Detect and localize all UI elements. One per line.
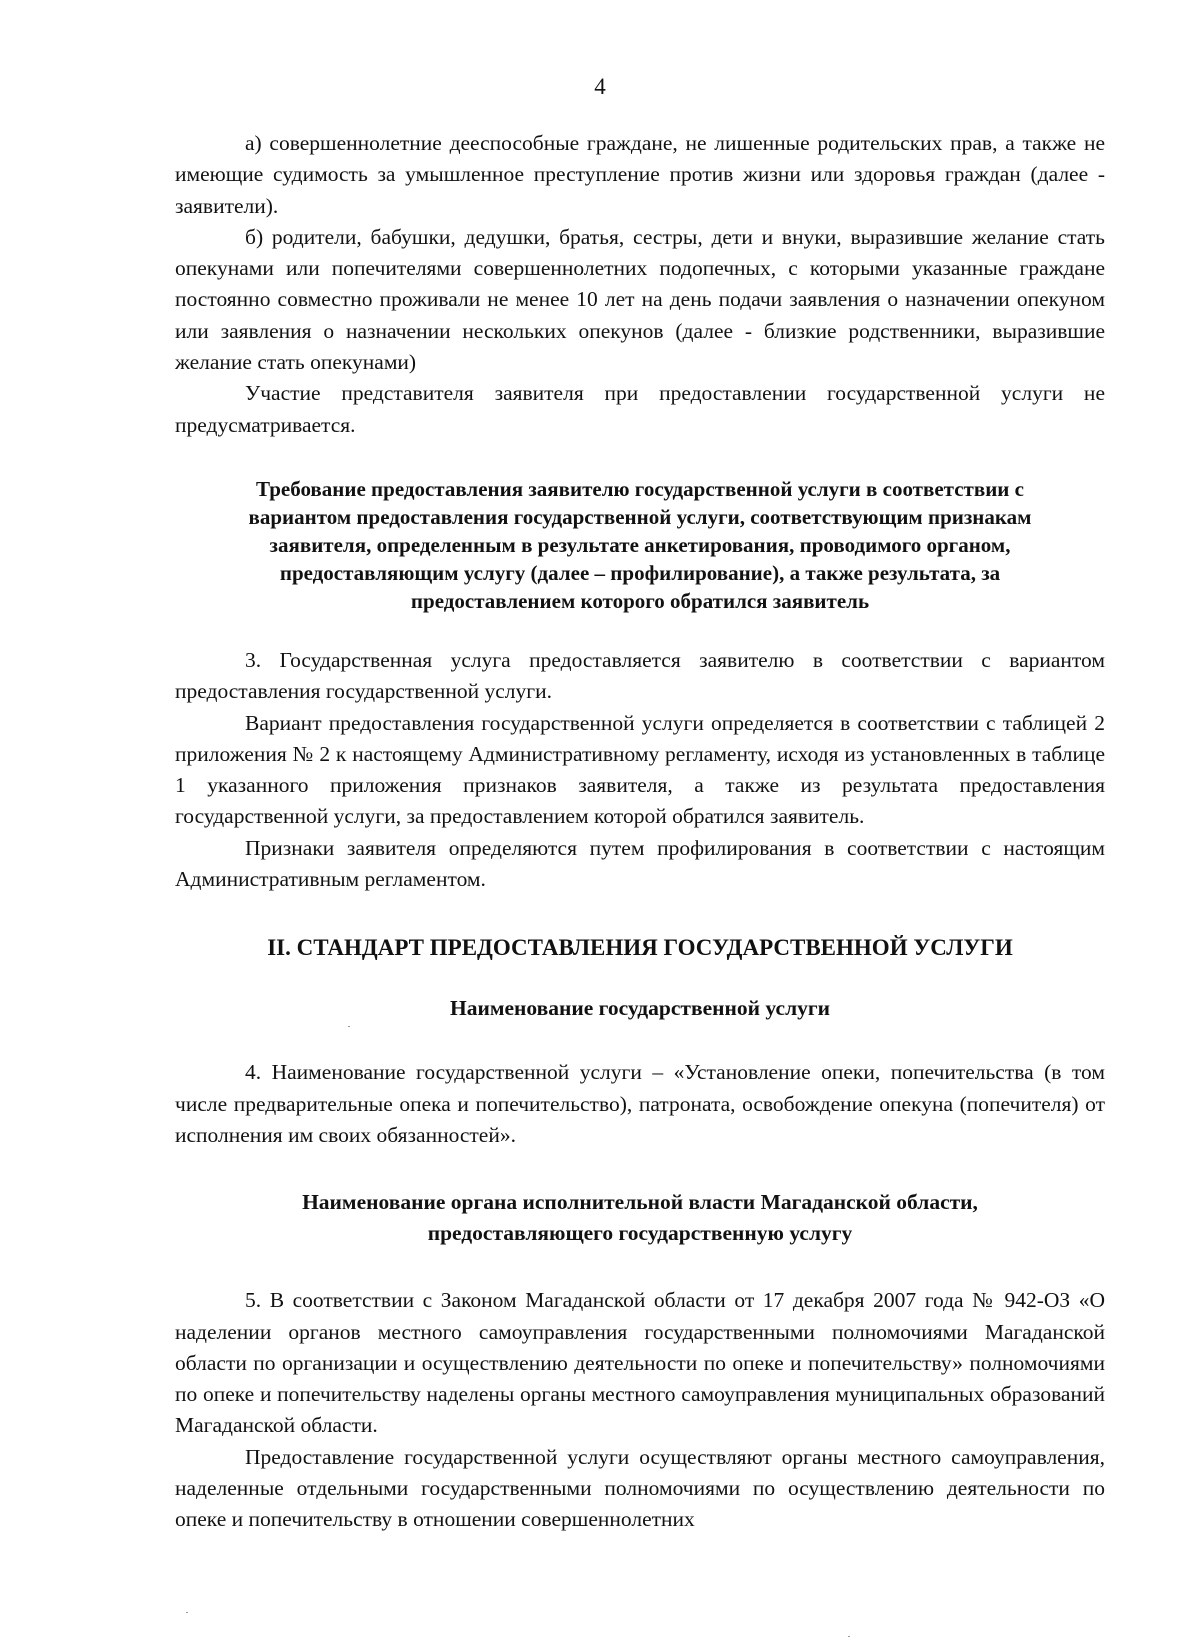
paragraph-applicants-b: б) родители, бабушки, дедушки, братья, сестры, дети и внуки, выразившие желание стать опекунами или попечителями совершеннолетних подопечных, с которыми указанные граждане постоянно совместно проживали не менее 10 лет на день подачи заявления о назначении опекуном или заявления о назначении нескольких опекунов (далее - близкие родственники, выразившие желание стать опекунами) — [175, 224, 1105, 375]
paragraph-profiling: Признаки заявителя определяются путем профилирования в соответствии с настоящим Административным регламентом. — [175, 835, 1105, 892]
scan-speck — [848, 1636, 850, 1637]
paragraph-clause-4: 4. Наименование государственной услуги – «Установление опеки, попечительства (в том числе предварительные опека и попечительство), патроната, освобождение опекуна (попечителя) от исполнения им своих обязанностей». — [175, 1060, 1105, 1147]
page-number: 4 — [594, 74, 606, 99]
paragraph-clause-3: 3. Государственная услуга предоставляется заявителю в соответствии с вариантом предоставления государственной услуги. — [175, 647, 1105, 704]
heading-organization-line: Наименование органа исполнительной власти Магаданской области, — [302, 1190, 978, 1215]
heading-organization — [175, 1187, 1105, 1249]
paragraph-clause-5: 5. В соответствии с Законом Магаданской области от 17 декабря 2007 года № 942-ОЗ «О наделении органов местного самоуправления государственными полномочиями Магаданской области по организации и осуществлению деятельности по опеке и попечительству» полномочиями по опеке и попечительству наделены органы местного самоуправления муниципальных образований Магаданской области. — [175, 1288, 1105, 1438]
paragraph-applicants-a: а) совершеннолетние дееспособные граждане, не лишенные родительских прав, а также не имеющие судимость за умышленное преступление против жизни или здоровья граждан (далее - заявители). — [175, 131, 1105, 218]
scan-speck — [186, 1612, 188, 1613]
heading-requirement-line: заявителя, определенным в результате анкетирования, проводимого органом, — [269, 532, 1011, 557]
heading-requirement-line: предоставлением которого обратился заявитель — [410, 588, 870, 613]
heading-service-name: Наименование государственной услуги — [449, 996, 831, 1021]
heading-requirement-line: вариантом предоставления государственной услуги, соответствующим признакам — [248, 504, 1032, 529]
section-title: II. СТАНДАРТ ПРЕДОСТАВЛЕНИЯ ГОСУДАРСТВЕННОЙ УСЛУГИ — [267, 935, 1013, 961]
paragraph-representative: Участие представителя заявителя при предоставлении государственной услуги не предусматривается. — [175, 381, 1105, 437]
heading-requirement — [175, 475, 1105, 615]
paragraph-service-provision: Предоставление государственной услуги осуществляют органы местного самоуправления, наделенные отдельными государственными полномочиями по осуществлению деятельности по опеке и попечительству в отношении совершеннолетних — [175, 1444, 1105, 1532]
document-body — [175, 128, 1105, 1536]
heading-organization-line: предоставляющего государственную услугу — [427, 1221, 853, 1246]
heading-requirement-line: Требование предоставления заявителю государственной услуги в соответствии с — [256, 476, 1024, 501]
paragraph-variant: Вариант предоставления государственной услуги определяется в соответствии с таблицей 2 приложения № 2 к настоящему Административному регламенту, исходя из установленных в таблице 1 указанного приложения признаков заявителя, а также из результата предоставления государственной услуги, за предоставлением которой обратился заявитель. — [175, 710, 1105, 829]
scan-speck — [348, 1026, 350, 1027]
heading-requirement-line: предоставляющим услугу (далее – профилирование), а также результата, за — [279, 560, 1001, 585]
